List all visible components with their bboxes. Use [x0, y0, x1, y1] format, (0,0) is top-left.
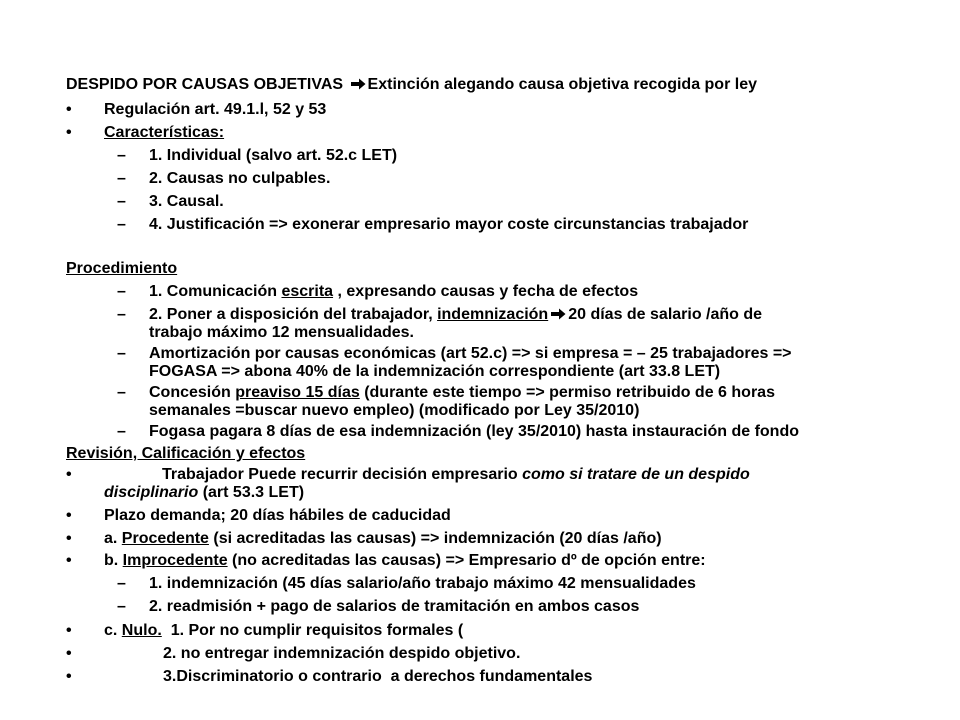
- caracteristica-item: 4. Justificación => exonerar empresario mayor coste circunstancias trabajador: [149, 216, 749, 233]
- underlined-text: Nulo.: [121, 622, 162, 639]
- bullet: •: [66, 124, 72, 141]
- text-segment: 1. Por no cumplir requisitos formales (: [161, 622, 464, 639]
- text-segment: (si acreditadas las causas) => indemnización (20 días /año): [208, 530, 662, 547]
- text-segment: 20 días de salario /año de: [568, 306, 763, 323]
- text-line: [149, 306, 762, 324]
- text-segment: Concesión: [149, 384, 236, 401]
- text-line: FOGASA => abona 40% de la indemnización correspondiente (art 33.8 LET): [149, 363, 721, 380]
- caracteristicas-label: Características:: [104, 124, 225, 141]
- text-line: trabajo máximo 12 mensualidades.: [149, 324, 414, 341]
- dash: –: [117, 423, 126, 440]
- right-arrow-icon: [550, 308, 566, 320]
- bullet: •: [66, 466, 72, 483]
- bullet: •: [66, 101, 72, 118]
- dash: –: [117, 384, 126, 401]
- right-arrow-icon: [350, 78, 366, 90]
- text-line: semanales =buscar nuevo empleo) (modificado por Ley 35/2010): [149, 402, 640, 419]
- revision-item: Plazo demanda; 20 días hábiles de caducidad: [104, 507, 451, 524]
- caracteristica-item: 1. Individual (salvo art. 52.c LET): [149, 147, 398, 164]
- text-segment: 1. Comunicación: [149, 283, 282, 300]
- procedimiento-item: Fogasa pagara 8 días de esa indemnización (ley 35/2010) hasta instauración de fondo: [149, 423, 799, 440]
- dash: –: [117, 598, 126, 615]
- italic-text: disciplinario: [104, 484, 199, 501]
- revision-item: 2. no entregar indemnización despido objetivo.: [163, 645, 521, 662]
- dash: –: [117, 306, 126, 323]
- underlined-text: preaviso 15 días: [235, 384, 360, 401]
- procedimiento-item: [149, 283, 638, 301]
- text-segment: , expresando causas y fecha de efectos: [333, 283, 639, 300]
- italic-text: como si tratare de un despido: [522, 466, 750, 483]
- revision-item: [104, 622, 463, 640]
- bullet: •: [66, 552, 72, 569]
- underlined-text: Procedente: [121, 530, 209, 547]
- revision-subitem: 2. readmisión + pago de salarios de tramitación en ambos casos: [149, 598, 640, 615]
- dash: –: [117, 283, 126, 300]
- text-segment: (no acreditadas las causas) => Empresario dº de opción entre:: [227, 552, 706, 569]
- text-segment: (art 53.3 LET): [198, 484, 305, 501]
- bullet: •: [66, 645, 72, 662]
- regulacion-text: Regulación art. 49.1.l, 52 y 53: [104, 101, 327, 118]
- procedimiento-item: [149, 306, 762, 342]
- text-line: [149, 384, 775, 402]
- procedimiento-heading: Procedimiento: [66, 260, 178, 277]
- revision-item: 3.Discriminatorio o contrario a derechos fundamentales: [163, 668, 593, 685]
- dash: –: [117, 575, 126, 592]
- text-segment: a.: [104, 530, 122, 547]
- heading-title: DESPIDO POR CAUSAS OBJETIVAS: [66, 76, 344, 93]
- slide-heading: [66, 76, 757, 94]
- bullet: •: [66, 622, 72, 639]
- underlined-text: escrita: [281, 283, 334, 300]
- underlined-text: Improcedente: [122, 552, 228, 569]
- revision-item: [104, 552, 706, 570]
- text-segment: 2. Poner a disposición del trabajador,: [149, 306, 438, 323]
- dash: –: [117, 170, 126, 187]
- caracteristica-item: 2. Causas no culpables.: [149, 170, 331, 187]
- heading-rest: Extinción alegando causa objetiva recogida por ley: [367, 76, 757, 93]
- revision-heading: Revisión, Calificación y efectos: [66, 445, 306, 462]
- text-line: Amortización por causas económicas (art 52.c) => si empresa = – 25 trabajadores =>: [149, 345, 792, 362]
- procedimiento-item: [149, 345, 792, 381]
- bullet: •: [66, 507, 72, 524]
- bullet: •: [66, 530, 72, 547]
- bullet: •: [66, 668, 72, 685]
- revision-item: [104, 466, 750, 502]
- dash: –: [117, 216, 126, 233]
- procedimiento-item: [149, 384, 775, 420]
- caracteristica-item: 3. Causal.: [149, 193, 224, 210]
- dash: –: [117, 193, 126, 210]
- text-segment: b.: [104, 552, 123, 569]
- text-line: [104, 484, 750, 502]
- underlined-text: indemnización: [437, 306, 549, 323]
- dash: –: [117, 345, 126, 362]
- text-line: [104, 466, 750, 484]
- dash: –: [117, 147, 126, 164]
- text-segment: Trabajador Puede recurrir decisión empresario: [162, 466, 523, 483]
- revision-subitem: 1. indemnización (45 días salario/año trabajo máximo 42 mensualidades: [149, 575, 696, 592]
- revision-item: [104, 530, 662, 548]
- text-segment: c.: [104, 622, 122, 639]
- text-segment: (durante este tiempo => permiso retribuido de 6 horas: [359, 384, 775, 401]
